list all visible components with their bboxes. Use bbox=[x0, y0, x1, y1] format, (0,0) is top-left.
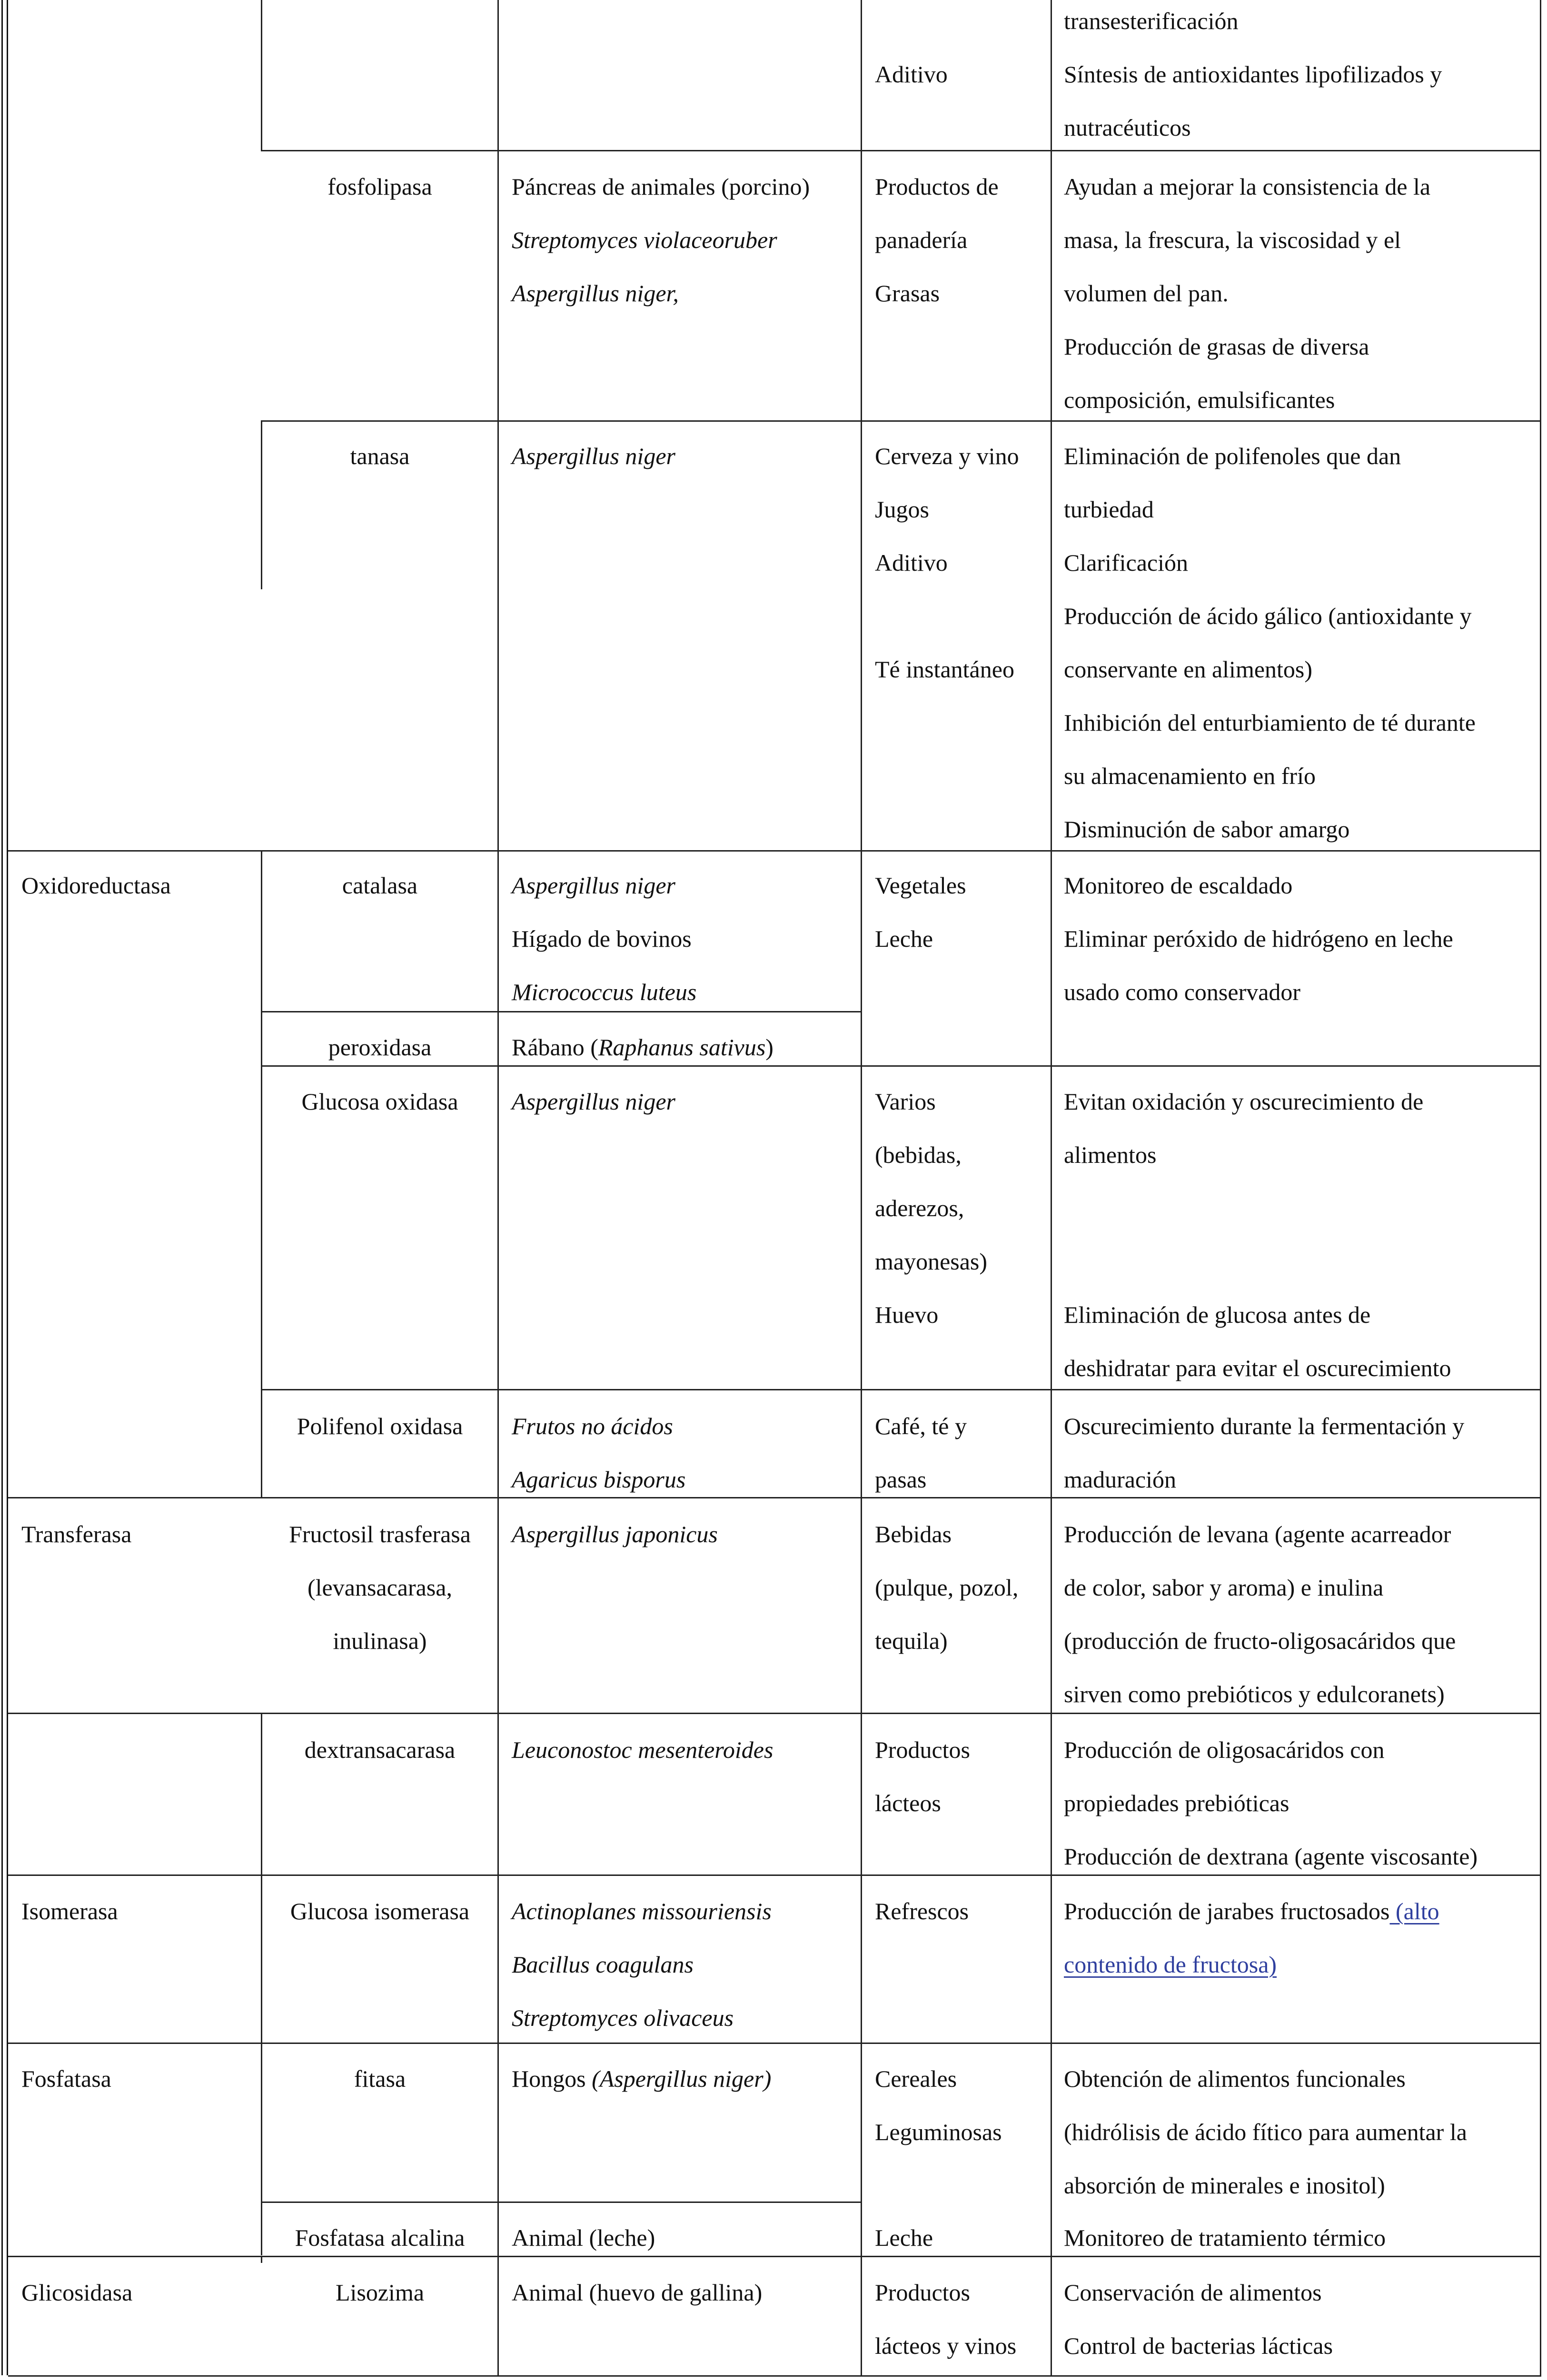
cell-line: Leguminosas bbox=[875, 2119, 1002, 2145]
cell-line: Polifenol oxidasa bbox=[297, 1413, 463, 1439]
cell-line: conservante en alimentos) bbox=[1064, 656, 1313, 683]
cell-products bbox=[875, 1399, 967, 1506]
cell-products bbox=[875, 2052, 1002, 2159]
cell-line: Grasas bbox=[875, 280, 940, 307]
cell-class bbox=[21, 1884, 118, 1938]
cell-line: catalasa bbox=[342, 872, 418, 899]
cell-line: Obtención de alimentos funcionales bbox=[1064, 2065, 1406, 2092]
cell-products bbox=[875, 2266, 1016, 2372]
cell-line: Leche bbox=[875, 2224, 933, 2251]
cell-line: Evitan oxidación y oscurecimiento de bbox=[1064, 1088, 1424, 1115]
cell-line: transesterificación bbox=[1064, 8, 1239, 34]
cell-line: Oxidoreductasa bbox=[21, 872, 171, 899]
cell-line: Cereales bbox=[875, 2065, 957, 2092]
rule-v-right-border bbox=[1540, 0, 1541, 2377]
cell-line: maduración bbox=[1064, 1466, 1177, 1493]
uses-text: Producción de jarabes fructosados bbox=[1064, 1898, 1390, 1924]
cell-line: Productos bbox=[875, 1736, 970, 1763]
rule-h bbox=[8, 2043, 1541, 2044]
cell-line: Producción de levana (agente acarreador bbox=[1064, 1521, 1451, 1547]
cell-line: Transferasa bbox=[21, 1521, 132, 1547]
cell-line: Té instantáneo bbox=[875, 656, 1014, 683]
cell-line: Fosfatasa alcalina bbox=[295, 2224, 465, 2251]
cell-line: Producción de grasas de diversa bbox=[1064, 333, 1369, 360]
cell-line: Eliminación de glucosa antes de bbox=[1064, 1301, 1371, 1328]
cell-class bbox=[21, 2266, 132, 2319]
fructose-link[interactable]: (alto bbox=[1389, 1898, 1439, 1924]
cell-source bbox=[512, 859, 696, 1019]
cell-line: volumen del pan. bbox=[1064, 280, 1229, 307]
cell-line: su almacenamiento en frío bbox=[1064, 763, 1316, 789]
cell-uses bbox=[1064, 2052, 1467, 2212]
cell-line: Productos de bbox=[875, 173, 999, 200]
cell-enzyme bbox=[262, 859, 497, 912]
rule-v-col1-col2 bbox=[261, 1713, 262, 2255]
cell-line: Actinoplanes missouriensis bbox=[512, 1898, 772, 1924]
cell-line: Páncreas de animales (porcino) bbox=[512, 173, 810, 200]
cell-line: Café, té y bbox=[875, 1413, 967, 1439]
cell-line: Aspergillus niger bbox=[512, 872, 675, 899]
cell-source bbox=[512, 1075, 675, 1128]
cell-line: Aspergillus japonicus bbox=[512, 1521, 718, 1547]
cell-line: (hidrólisis de ácido fítico para aumentar la bbox=[1064, 2119, 1467, 2145]
rule-v-col1-col2 bbox=[261, 0, 262, 150]
rule-v-col4-col5 bbox=[1051, 0, 1052, 2377]
cell-line: Glucosa oxidasa bbox=[301, 1088, 458, 1115]
cell-line: Streptomyces violaceoruber bbox=[512, 227, 777, 253]
cell-line: Aspergillus niger, bbox=[512, 280, 679, 307]
cell-line: alimentos bbox=[1064, 1141, 1157, 1168]
cell-enzyme bbox=[262, 1021, 497, 1074]
cell-uses bbox=[1064, 1399, 1464, 1506]
cell-line: Producción de dextrana (agente viscosante) bbox=[1064, 1843, 1478, 1870]
cell-source bbox=[512, 1884, 772, 2044]
cell-source bbox=[512, 2266, 762, 2319]
source-species: (Aspergillus niger) bbox=[592, 2065, 772, 2092]
cell-products bbox=[875, 2211, 933, 2264]
cell-line: Control de bacterias lácticas bbox=[1064, 2332, 1333, 2359]
cell-line: Oscurecimiento durante la fermentación y bbox=[1064, 1413, 1465, 1439]
cell-line: Cerveza y vino bbox=[875, 443, 1019, 469]
cell-line: lácteos bbox=[875, 1790, 941, 1816]
cell-enzyme bbox=[262, 2211, 497, 2264]
cell-line bbox=[1064, 1938, 1439, 1991]
cell-line: Bebidas bbox=[875, 1521, 952, 1547]
cell-uses bbox=[1064, 1723, 1478, 1883]
cell-uses bbox=[1064, 2211, 1386, 2264]
cell-uses bbox=[1064, 160, 1430, 426]
cell-source bbox=[512, 1723, 773, 1776]
cell-class bbox=[21, 859, 171, 912]
cell-line: usado como conservador bbox=[1064, 979, 1301, 1005]
cell-line: turbiedad bbox=[1064, 496, 1154, 523]
cell-line: fitasa bbox=[354, 2065, 406, 2092]
cell-line: pasas bbox=[875, 1466, 927, 1493]
source-text: Hongos bbox=[512, 2065, 592, 2092]
cell-products bbox=[875, 429, 1019, 696]
cell-line: deshidratar para evitar el oscurecimiento bbox=[1064, 1355, 1451, 1381]
cell-line: fosfolipasa bbox=[327, 173, 432, 200]
table-outer-left-border bbox=[1, 0, 3, 2375]
cell-uses bbox=[1064, 0, 1442, 154]
cell-source bbox=[512, 160, 810, 320]
cell-line: Jugos bbox=[875, 496, 929, 523]
cell-class bbox=[21, 2052, 111, 2105]
cell-line bbox=[1064, 1884, 1439, 1938]
cell-line: panadería bbox=[875, 227, 968, 253]
cell-line: nutracéuticos bbox=[1064, 114, 1191, 141]
cell-enzyme bbox=[262, 2266, 497, 2319]
cell-enzyme bbox=[262, 1723, 497, 1776]
cell-line: Frutos no ácidos bbox=[512, 1413, 673, 1439]
cell-line: Agaricus bisporus bbox=[512, 1466, 686, 1493]
cell-line: Clarificación bbox=[1064, 549, 1188, 576]
cell-line: sirven como prebióticos y edulcoranets) bbox=[1064, 1681, 1445, 1707]
cell-line: Fosfatasa bbox=[21, 2065, 111, 2092]
cell-line: Eliminar peróxido de hidrógeno en leche bbox=[1064, 925, 1453, 952]
cell-line: masa, la frescura, la viscosidad y el bbox=[1064, 227, 1401, 253]
cell-line: (pulque, pozol, bbox=[875, 1574, 1019, 1601]
cell-line: Inhibición del enturbiamiento de té durante bbox=[1064, 709, 1476, 736]
cell-line: Leche bbox=[875, 925, 933, 952]
cell-source bbox=[512, 1021, 774, 1074]
cell-line bbox=[1064, 1235, 1451, 1288]
cell-line: propiedades prebióticas bbox=[1064, 1790, 1289, 1816]
cell-line: Síntesis de antioxidantes lipofilizados y bbox=[1064, 61, 1442, 88]
cell-line: (bebidas, bbox=[875, 1141, 962, 1168]
cell-line: aderezos, bbox=[875, 1195, 964, 1221]
cell-line: Vegetales bbox=[875, 872, 966, 899]
cell-line: Micrococcus luteus bbox=[512, 979, 697, 1005]
cell-line: dextransacarasa bbox=[304, 1736, 456, 1763]
cell-line: Fructosil trasferasa bbox=[289, 1521, 471, 1547]
source-text: ) bbox=[765, 1034, 774, 1061]
cell-line: Hígado de bovinos bbox=[512, 925, 692, 952]
cell-line: Varios bbox=[875, 1088, 936, 1115]
cell-line bbox=[875, 589, 1019, 643]
cell-line: Animal (huevo de gallina) bbox=[512, 2279, 763, 2306]
cell-line: Huevo bbox=[875, 1301, 939, 1328]
cell-line: Aditivo bbox=[875, 549, 948, 576]
cell-enzyme bbox=[262, 1507, 497, 1667]
cell-line: Lisozima bbox=[335, 2279, 425, 2306]
cell-line: Aspergillus niger bbox=[512, 1088, 675, 1115]
cell-line: Animal (leche) bbox=[512, 2224, 655, 2251]
cell-uses bbox=[1064, 1884, 1439, 1991]
table-outer-left-border-inner bbox=[7, 0, 8, 2375]
cell-line: tequila) bbox=[875, 1627, 948, 1654]
cell-products bbox=[875, 1075, 987, 1341]
cell-line: de color, sabor y aroma) e inulina bbox=[1064, 1574, 1384, 1601]
cell-line: Monitoreo de tratamiento térmico bbox=[1064, 2224, 1386, 2251]
cell-line: Aditivo bbox=[875, 61, 948, 88]
cell-line: Producción de oligosacáridos con bbox=[1064, 1736, 1385, 1763]
cell-uses bbox=[1064, 1507, 1456, 1721]
cell-line: peroxidasa bbox=[328, 1034, 432, 1061]
cell-uses bbox=[1064, 429, 1476, 856]
cell-line bbox=[875, 0, 948, 48]
cell-line: mayonesas) bbox=[875, 1248, 988, 1275]
cell-source bbox=[512, 2052, 771, 2105]
cell-products bbox=[875, 0, 948, 154]
cell-line: tanasa bbox=[350, 443, 410, 469]
cell-line: (producción de fructo-oligosacáridos que bbox=[1064, 1627, 1456, 1654]
cell-line: Streptomyces olivaceus bbox=[512, 2004, 734, 2031]
cell-line: composición, emulsificantes bbox=[1064, 387, 1335, 413]
source-text: Rábano ( bbox=[512, 1034, 598, 1061]
cell-line bbox=[512, 2052, 771, 2105]
cell-line: Eliminación de polifenoles que dan bbox=[1064, 443, 1401, 469]
cell-line: Productos bbox=[875, 2279, 970, 2306]
fructose-link[interactable]: contenido de fructosa) bbox=[1064, 1951, 1277, 1978]
cell-products bbox=[875, 1723, 970, 1830]
cell-enzyme bbox=[262, 1399, 497, 1453]
cell-enzyme bbox=[262, 1075, 497, 1128]
cell-line bbox=[1064, 1181, 1451, 1235]
cell-source bbox=[512, 1507, 718, 1561]
cell-source bbox=[512, 1399, 685, 1506]
cell-line: Ayudan a mejorar la consistencia de la bbox=[1064, 173, 1431, 200]
cell-enzyme bbox=[262, 429, 497, 483]
cell-line: Monitoreo de escaldado bbox=[1064, 872, 1293, 899]
cell-products bbox=[875, 859, 966, 965]
cell-line: Isomerasa bbox=[21, 1898, 118, 1924]
cell-source bbox=[512, 2211, 655, 2264]
rule-h-bottom bbox=[8, 2375, 1541, 2377]
cell-line: lácteos y vinos bbox=[875, 2332, 1017, 2359]
cell-uses bbox=[1064, 2266, 1333, 2372]
cell-enzyme bbox=[262, 160, 497, 213]
cell-line bbox=[875, 101, 948, 154]
cell-line: Refrescos bbox=[875, 1898, 969, 1924]
rule-v-col2-col3 bbox=[497, 0, 499, 2377]
cell-line: absorción de minerales e inositol) bbox=[1064, 2172, 1385, 2199]
cell-line: Producción de ácido gálico (antioxidante y bbox=[1064, 603, 1472, 629]
cell-enzyme bbox=[262, 1884, 497, 1938]
cell-line: Leuconostoc mesenteroides bbox=[512, 1736, 774, 1763]
cell-line: Aspergillus niger bbox=[512, 443, 675, 469]
cell-source bbox=[512, 429, 675, 483]
cell-line: Conservación de alimentos bbox=[1064, 2279, 1322, 2306]
cell-line: (levansacarasa, bbox=[307, 1574, 452, 1601]
rule-h bbox=[261, 2202, 861, 2203]
cell-products bbox=[875, 1884, 969, 1938]
cell-line: Disminución de sabor amargo bbox=[1064, 816, 1350, 843]
cell-line: Glicosidasa bbox=[21, 2279, 133, 2306]
cell-uses bbox=[1064, 859, 1453, 1019]
cell-products bbox=[875, 160, 999, 320]
rule-v-col3-col4 bbox=[861, 0, 862, 2377]
cell-uses bbox=[1064, 1075, 1451, 1395]
cell-products bbox=[875, 1507, 1018, 1667]
source-species: Raphanus sativus bbox=[598, 1034, 766, 1061]
cell-enzyme bbox=[262, 2052, 497, 2105]
cell-line: Glucosa isomerasa bbox=[290, 1898, 470, 1924]
cell-line: inulinasa) bbox=[333, 1627, 427, 1654]
cell-line: Bacillus coagulans bbox=[512, 1951, 694, 1978]
cell-line bbox=[512, 1021, 774, 1074]
cell-class bbox=[21, 1507, 131, 1561]
